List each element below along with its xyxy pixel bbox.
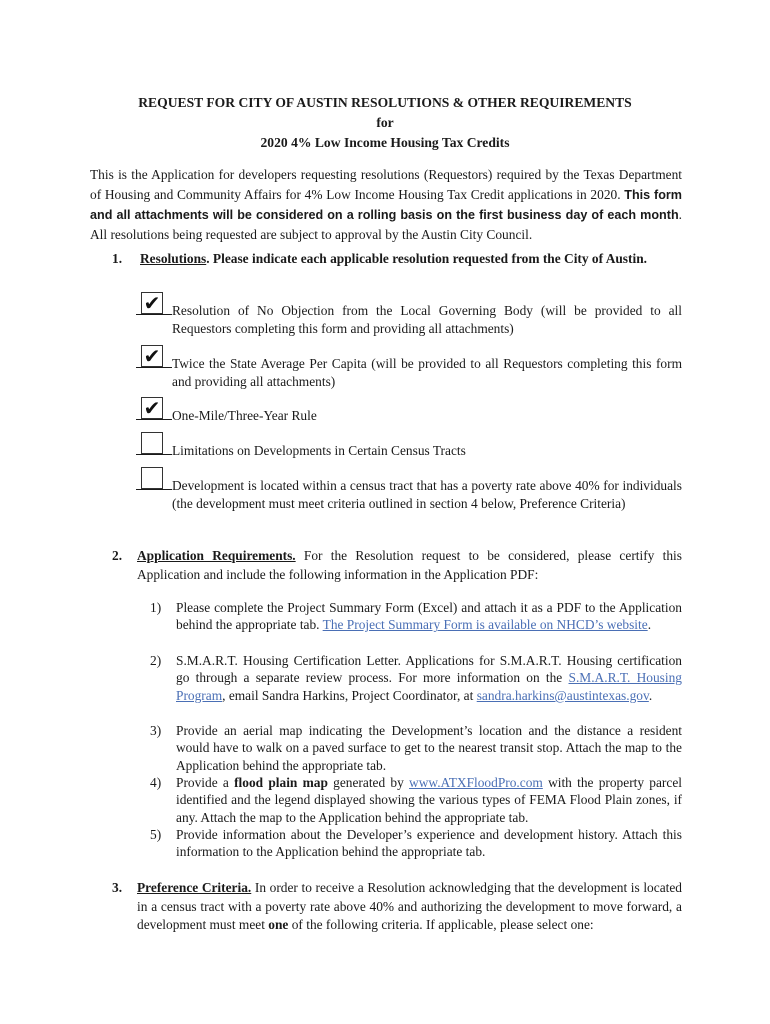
intro-text-2: . All resolutions being requested are subject to approval by the Austin City Council. [90, 207, 682, 242]
intro-paragraph [90, 165, 682, 245]
section-1-heading: Resolutions [140, 251, 207, 266]
section-2-heading: Application Requirements. [137, 548, 296, 563]
section-2-text: For the Resolution request to be considered, please certify this Application and include the following information in the Application PDF: [137, 548, 682, 582]
item-text: Please complete the Project Summary Form (Excel) and attach it as a PDF to the Application behind the appropriate tab. [176, 600, 682, 633]
section-3-bold: one [268, 917, 289, 932]
list-item-text: Provide information about the Developer’s experience and development history. Attach this information to the Application behind the appropriate tab. [176, 827, 682, 860]
list-item-text [176, 599, 682, 634]
list-item-text [176, 652, 682, 704]
project-summary-form-link[interactable]: The Project Summary Form is available on NHCD’s website [322, 617, 648, 633]
item-text: , email Sandra Harkins, Project Coordinator, at [222, 687, 477, 703]
item-text: . [648, 687, 653, 703]
section-2-paragraph [137, 547, 682, 584]
atx-flood-pro-link[interactable]: www.ATXFloodPro.com [409, 775, 543, 790]
item-text: . [647, 617, 652, 633]
section-3-number: 3. [112, 880, 123, 895]
section-2-number: 2. [112, 548, 123, 563]
intro-text-1: This is the Application for developers requesting resolutions (Requestors) required by the Texas Department of Housing and Community Affairs for 4% Low Income Housing Tax Credit applications in 2020. [90, 167, 682, 202]
checkbox-no-objection[interactable]: ✔ [141, 292, 163, 314]
intro-bold-text: This form and all attachments will be considered on a rolling basis on the first business day of each month [90, 188, 682, 222]
list-item-number: 3) [150, 723, 162, 738]
section-3-text-1: In order to receive a Resolution acknowledging that the development is located in a census tract with a poverty rate above 40% and authorizing the development to move forward, a development must meet [137, 880, 682, 932]
section-1-text: . Please indicate each applicable resolution requested from the City of Austin. [206, 251, 647, 266]
section-1-heading-block [140, 250, 682, 269]
item-bold-text: flood plain map [234, 775, 328, 790]
checkbox-twice-state-average[interactable]: ✔ [141, 345, 163, 367]
section-1-number: 1. [112, 251, 123, 266]
title-line-1: REQUEST FOR CITY OF AUSTIN RESOLUTIONS & OTHER REQUIREMENTS [138, 95, 632, 110]
checkbox-census-tract-limits[interactable] [141, 432, 163, 454]
underline-blank [136, 367, 172, 368]
underline-blank [136, 314, 172, 315]
item-text: generated by [327, 775, 410, 790]
title-line-3: 2020 4% Low Income Housing Tax Credits [260, 135, 510, 150]
item-text: S.M.A.R.T. Housing Certification Letter. Applications for S.M.A.R.T. Housing certification go through a separate review process. For more information on the [176, 653, 682, 686]
list-item-number: 4) [150, 775, 162, 790]
title-line-2: for [376, 115, 394, 130]
list-item-text: Provide an aerial map indicating the Development’s location and the distance a resident would have to walk on a paved surface to get to the nearest transit stop. Attach the map to the Application behind the appropriate tab. [176, 723, 682, 773]
option-label-no-objection: Resolution of No Objection from the Local Governing Body (will be provided to all Requestors completing this form and providing all attachments) [172, 303, 682, 336]
list-item-number: 1) [150, 600, 162, 615]
list-item-number: 5) [150, 827, 162, 842]
document-title [90, 93, 680, 153]
item-text: Provide a [176, 775, 235, 790]
option-label-one-mile-rule: One-Mile/Three-Year Rule [172, 408, 317, 423]
checkbox-poverty-rate[interactable] [141, 467, 163, 489]
checkbox-one-mile-rule[interactable]: ✔ [141, 397, 163, 419]
section-3-heading: Preference Criteria. [137, 880, 252, 895]
section-3-paragraph [137, 879, 682, 935]
item-text: with the property parcel identified and the legend displayed showing the various types of FEMA Flood Plain zones, if any. Attach the map to the Application behind the appropriate tab. [176, 775, 683, 825]
option-label-twice-state-average: Twice the State Average Per Capita (will be provided to all Requestors completing this form and providing all attachments) [172, 356, 682, 389]
option-label-census-tract-limits: Limitations on Developments in Certain Census Tracts [172, 443, 466, 458]
section-3-text-2: of the following criteria. If applicable, please select one: [288, 917, 594, 932]
email-link[interactable]: sandra.harkins@austintexas.gov [476, 687, 649, 703]
underline-blank [136, 454, 172, 455]
smart-housing-program-link[interactable]: S.M.A.R.T. Housing Program [176, 670, 682, 703]
underline-blank [136, 419, 172, 420]
list-item-text [176, 774, 682, 826]
option-label-poverty-rate: Development is located within a census tract that has a poverty rate above 40% for individuals (the development must meet criteria outlined in section 4 below, Preference Criteria) [172, 478, 682, 511]
underline-blank [136, 489, 172, 490]
list-item-number: 2) [150, 653, 162, 668]
